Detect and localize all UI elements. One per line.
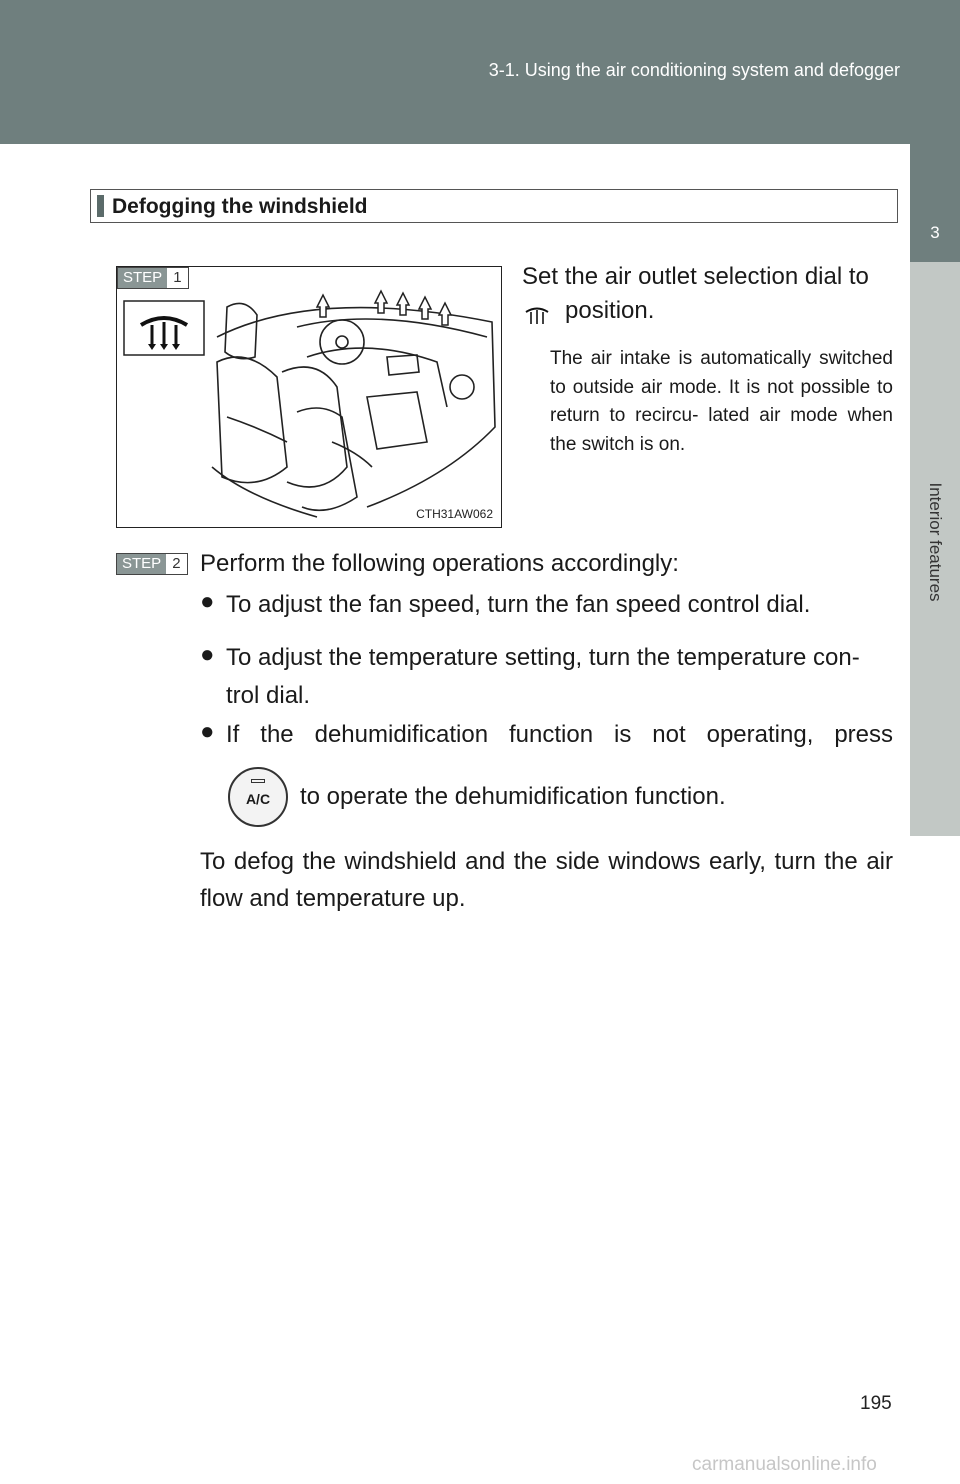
heading-accent-bar [97,195,104,217]
bullet-dot: ● [200,718,215,745]
closing-paragraph: To defog the windshield and the side windows early, turn the air flow and temperature up. [200,848,893,912]
step-badge-number: 1 [167,268,187,288]
bullet-dot: ● [200,588,215,615]
bullet-dot: ● [200,641,215,668]
step2-badge [116,553,188,575]
ac-button-icon [228,767,288,827]
chapter-number: 3 [930,223,940,242]
step1-note: The air intake is automatically switched to outside air mode. It is not possible to return to recircu- lated air mode when the switch is on. [550,348,893,455]
step-badge-label: STEP [118,268,167,288]
watermark: carmanualsonline.info [692,1454,877,1475]
defroster-symbol-icon [124,301,204,355]
chapter-side-tab [910,144,960,1484]
interior-illustration [116,266,502,528]
bullet-fan-speed: To adjust the fan speed, turn the fan speed control dial. [226,591,811,618]
section-heading-text: Defogging the windshield [112,195,368,218]
chapter-number-tab [910,144,960,262]
page-header [0,0,960,144]
section-heading [90,189,898,223]
defroster-inline-icon [524,306,550,328]
bullet-dehumidification-end: to operate the dehumidification function. [300,783,726,810]
step1-instruction-end: position. [565,297,655,324]
step-badge-number: 2 [166,554,186,574]
chapter-label-tab [910,262,960,836]
ac-button-label: A/C [245,791,271,807]
car-interior-drawing [117,267,501,527]
header-title: 3-1. Using the air conditioning system and defogger [488,60,900,80]
step1-instruction: Set the air outlet selection dial to [522,263,869,290]
step-badge-label: STEP [117,554,166,574]
figure-code: CTH31AW062 [416,507,493,521]
chapter-label: Interior features [926,482,945,602]
interior-lines [212,303,495,517]
step2-intro: Perform the following operations accordingly: [200,550,679,577]
ac-indicator [251,779,265,783]
bullet-dehumidification: If the dehumidification function is not operating, press [226,721,893,748]
page-number: 195 [860,1393,892,1414]
bullet-temperature: To adjust the temperature setting, turn the temperature con- trol dial. [226,644,860,709]
